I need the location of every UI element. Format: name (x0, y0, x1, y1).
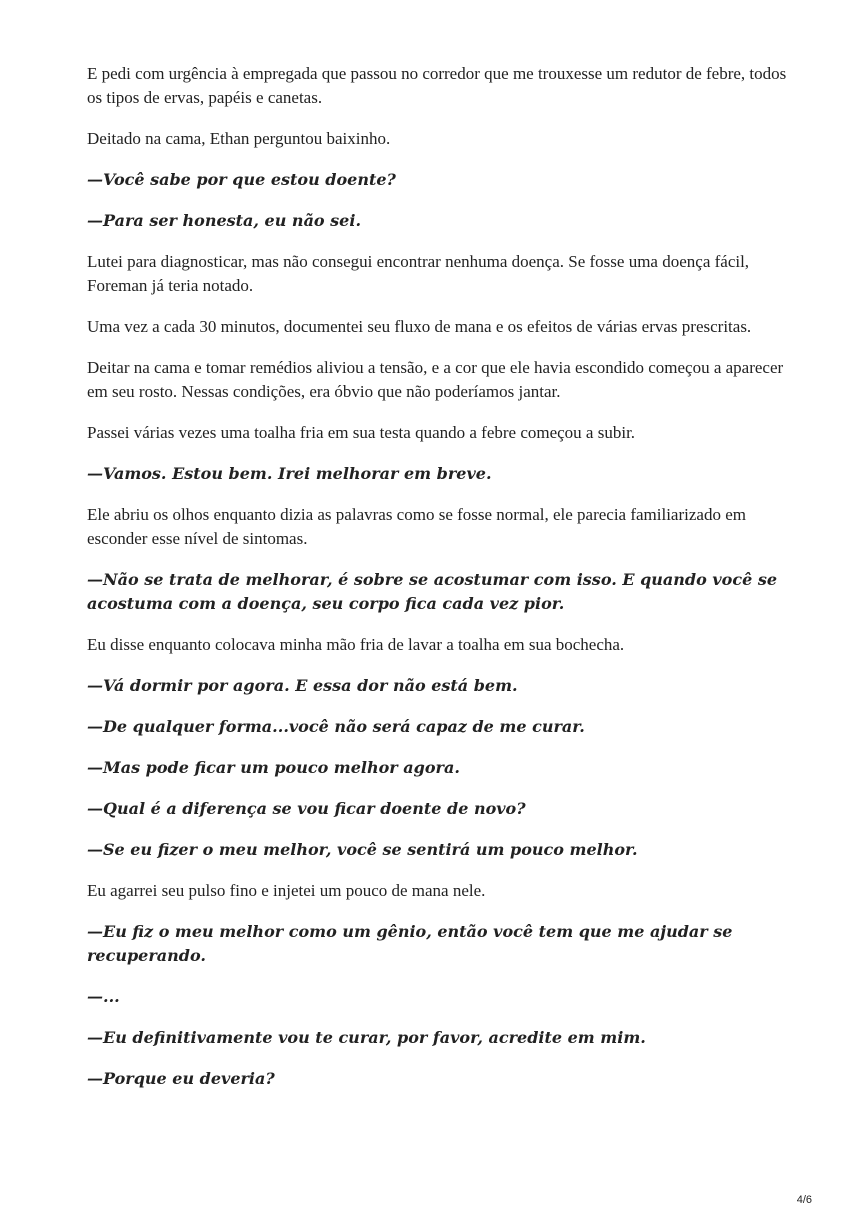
paragraph-narration: Eu disse enquanto colocava minha mão fria de lavar a toalha em sua bochecha. (87, 635, 625, 654)
paragraph-narration: Deitar na cama e tomar remédios aliviou a tensão, e a cor que ele havia escondido começou a aparecer em seu rosto. Nessas condições, era óbvio que não poderíamos jantar. (87, 358, 784, 401)
paragraph-dialogue: —Vá dormir por agora. E essa dor não está bem. (87, 676, 518, 695)
paragraph-dialogue: —De qualquer forma...você não será capaz de me curar. (87, 717, 585, 736)
paragraph-dialogue: —Eu definitivamente vou te curar, por favor, acredite em mim. (87, 1028, 646, 1047)
paragraph-dialogue: —Você sabe por que estou doente? (87, 170, 396, 189)
paragraph-dialogue: —Vamos. Estou bem. Irei melhorar em breve. (87, 464, 492, 483)
paragraph-dialogue: —Se eu fizer o meu melhor, você se sentirá um pouco melhor. (87, 840, 638, 859)
paragraph-dialogue: —Porque eu deveria? (87, 1069, 275, 1088)
paragraph-dialogue: —Qual é a diferença se vou ficar doente de novo? (87, 799, 526, 818)
paragraph-narration: Ele abriu os olhos enquanto dizia as palavras como se fosse normal, ele parecia familiarizado em esconder esse nível de sintomas. (87, 505, 746, 548)
paragraph-dialogue: —Eu fiz o meu melhor como um gênio, então você tem que me ajudar se recuperando. (87, 922, 733, 965)
paragraph-dialogue: —Para ser honesta, eu não sei. (87, 211, 362, 230)
paragraph-narration: Uma vez a cada 30 minutos, documentei seu fluxo de mana e os efeitos de várias ervas prescritas. (87, 317, 752, 336)
paragraph-dialogue: —Mas pode ficar um pouco melhor agora. (87, 758, 460, 777)
paragraph-dialogue: —... (87, 987, 120, 1006)
paragraph-narration: Deitado na cama, Ethan perguntou baixinho. (87, 129, 391, 148)
paragraph-narration: Passei várias vezes uma toalha fria em sua testa quando a febre começou a subir. (87, 423, 636, 442)
document-body (87, 62, 787, 1108)
paragraph-dialogue: —Não se trata de melhorar, é sobre se acostumar com isso. E quando você se acostuma com a doença, seu corpo fica cada vez pior. (87, 570, 778, 613)
page-number: 4/6 (796, 1194, 812, 1206)
paragraph-narration: E pedi com urgência à empregada que passou no corredor que me trouxesse um redutor de febre, todos os tipos de ervas, papéis e canetas. (87, 64, 787, 107)
paragraph-narration: Eu agarrei seu pulso fino e injetei um pouco de mana nele. (87, 881, 486, 900)
paragraph-narration: Lutei para diagnosticar, mas não consegui encontrar nenhuma doença. Se fosse uma doença fácil, Foreman já teria notado. (87, 252, 750, 295)
